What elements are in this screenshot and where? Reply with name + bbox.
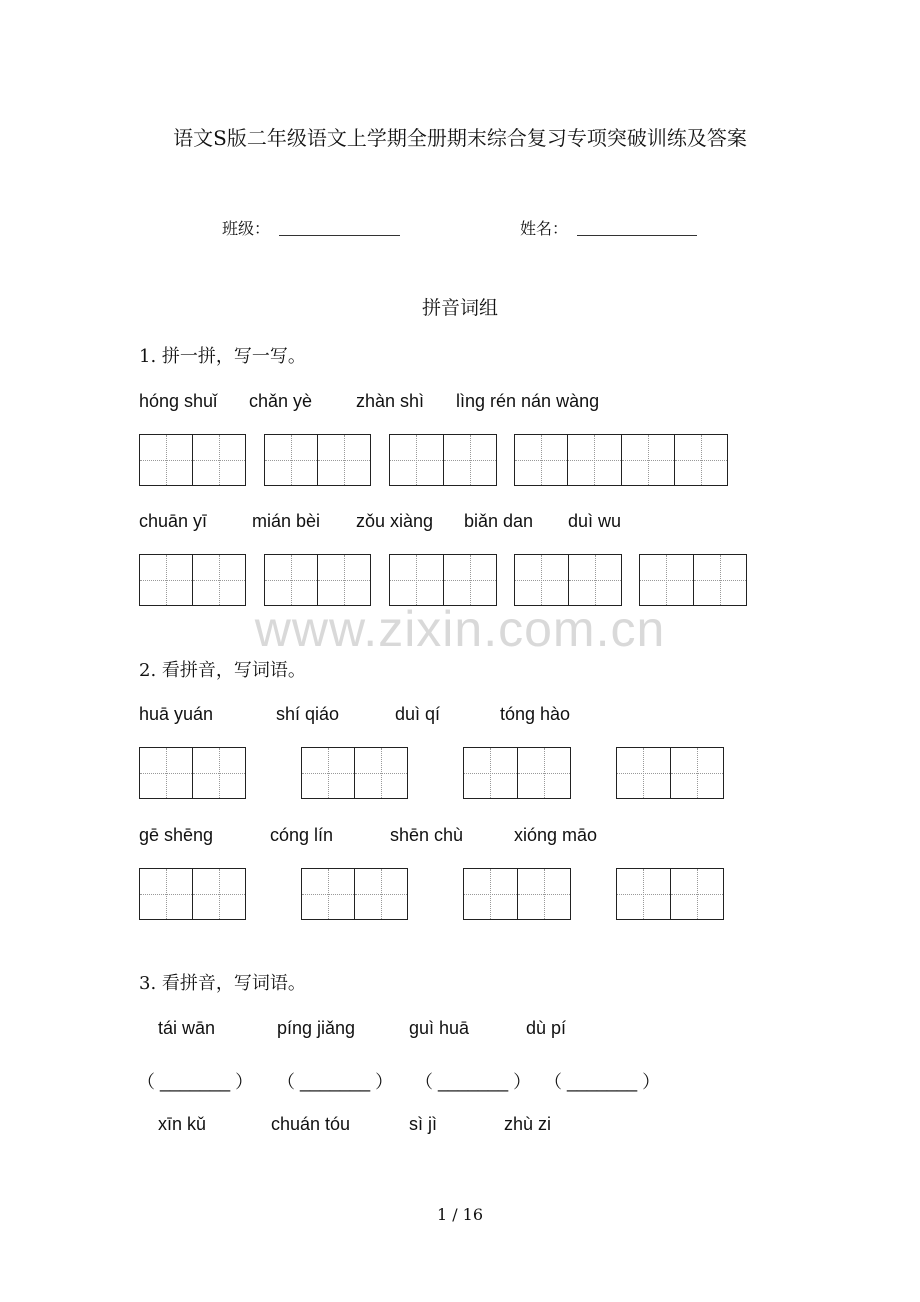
grid-cell[interactable] — [443, 555, 497, 605]
grid-cell[interactable] — [192, 435, 245, 485]
grid-cell[interactable] — [192, 869, 245, 919]
grid-cell[interactable] — [140, 748, 192, 798]
pinyin-label: xióng māo — [514, 825, 598, 845]
pinyin-label: mián bèi — [252, 511, 321, 531]
writing-grid[interactable] — [514, 434, 728, 486]
pinyin-label: tái wān — [158, 1018, 216, 1038]
grid-cell[interactable] — [517, 869, 571, 919]
grid-cell[interactable] — [567, 435, 620, 485]
grid-cell[interactable] — [464, 869, 517, 919]
answer-blank[interactable]: （ _______ ） — [544, 1072, 661, 1092]
grid-cell[interactable] — [140, 435, 192, 485]
grid-cell[interactable] — [317, 435, 370, 485]
writing-grid[interactable] — [616, 747, 724, 799]
grid-cell[interactable] — [317, 555, 370, 605]
pinyin-label: sì jì — [409, 1114, 438, 1134]
pinyin-label: xīn kǔ — [158, 1114, 207, 1134]
writing-grid[interactable] — [264, 434, 371, 486]
pinyin-label: chǎn yè — [249, 391, 313, 411]
question-2-title: 2. 看拼音，写词语。 — [139, 660, 306, 681]
grid-cell[interactable] — [515, 435, 567, 485]
grid-cell[interactable] — [670, 748, 724, 798]
writing-grid[interactable] — [463, 747, 571, 799]
grid-cell[interactable] — [617, 869, 670, 919]
watermark: www.zixin.com.cn — [254, 601, 666, 657]
answer-blank[interactable]: （ _______ ） — [415, 1072, 532, 1092]
grid-cell[interactable] — [390, 435, 443, 485]
grid-cell[interactable] — [390, 555, 443, 605]
writing-grid[interactable] — [389, 554, 497, 606]
pinyin-label: dù pí — [526, 1018, 567, 1038]
writing-grid[interactable] — [264, 554, 371, 606]
grid-cell[interactable] — [140, 869, 192, 919]
grid-cell[interactable] — [302, 748, 354, 798]
writing-grid[interactable] — [616, 868, 724, 920]
grid-cell[interactable] — [192, 748, 245, 798]
name-label: 姓名： — [520, 219, 569, 238]
grid-cell[interactable] — [265, 555, 317, 605]
pinyin-label: biǎn dan — [464, 511, 534, 531]
pinyin-label: cóng lín — [270, 825, 334, 845]
grid-cell[interactable] — [464, 748, 517, 798]
question-3-title: 3. 看拼音，写词语。 — [139, 973, 306, 994]
class-blank-line[interactable] — [279, 234, 400, 236]
writing-grid[interactable] — [139, 747, 246, 799]
pinyin-label: zǒu xiàng — [356, 511, 434, 531]
pinyin-label: zhù zi — [504, 1114, 552, 1134]
page-number: 1 / 16 — [436, 1205, 484, 1224]
pinyin-label: hóng shuǐ — [139, 391, 218, 411]
grid-cell[interactable] — [693, 555, 747, 605]
grid-cell[interactable] — [568, 555, 622, 605]
writing-grid[interactable] — [301, 747, 408, 799]
grid-cell[interactable] — [354, 748, 407, 798]
grid-cell[interactable] — [302, 869, 354, 919]
pinyin-label: gē shēng — [139, 825, 214, 845]
grid-cell[interactable] — [640, 555, 693, 605]
pinyin-label: duì wu — [568, 511, 622, 531]
pinyin-label: lìng rén nán wàng — [456, 391, 600, 411]
answer-blank[interactable]: （ _______ ） — [277, 1072, 394, 1092]
grid-cell[interactable] — [140, 555, 192, 605]
grid-cell[interactable] — [621, 435, 674, 485]
grid-cell[interactable] — [670, 869, 724, 919]
grid-cell[interactable] — [265, 435, 317, 485]
class-label: 班级： — [222, 219, 271, 238]
section-title: 拼音词组 — [421, 297, 498, 319]
pinyin-label: chuán tóu — [271, 1114, 351, 1134]
pinyin-label: zhàn shì — [356, 391, 425, 411]
writing-grid[interactable] — [514, 554, 622, 606]
pinyin-label: píng jiǎng — [277, 1018, 356, 1038]
pinyin-label: huā yuán — [139, 704, 214, 724]
pinyin-label: chuān yī — [139, 511, 208, 531]
grid-cell[interactable] — [617, 748, 670, 798]
writing-grid[interactable] — [639, 554, 747, 606]
pinyin-label: tóng hào — [500, 704, 571, 724]
writing-grid[interactable] — [139, 868, 246, 920]
pinyin-label: duì qí — [395, 704, 441, 724]
pinyin-label: shí qiáo — [276, 704, 340, 724]
grid-cell[interactable] — [515, 555, 568, 605]
grid-cell[interactable] — [443, 435, 497, 485]
grid-cell[interactable] — [674, 435, 727, 485]
writing-grid[interactable] — [139, 554, 246, 606]
writing-grid[interactable] — [301, 868, 408, 920]
question-1-title: 1. 拼一拼，写一写。 — [139, 346, 306, 367]
writing-grid[interactable] — [463, 868, 571, 920]
grid-cell[interactable] — [192, 555, 245, 605]
writing-grid[interactable] — [389, 434, 497, 486]
answer-blank[interactable]: （ _______ ） — [137, 1072, 254, 1092]
name-blank-line[interactable] — [577, 234, 697, 236]
pinyin-label: shēn chù — [390, 825, 464, 845]
writing-grid[interactable] — [139, 434, 246, 486]
document-title: 语文S版二年级语文上学期全册期末综合复习专项突破训练及答案 — [173, 126, 747, 150]
pinyin-label: guì huā — [409, 1018, 470, 1038]
grid-cell[interactable] — [354, 869, 407, 919]
grid-cell[interactable] — [517, 748, 571, 798]
